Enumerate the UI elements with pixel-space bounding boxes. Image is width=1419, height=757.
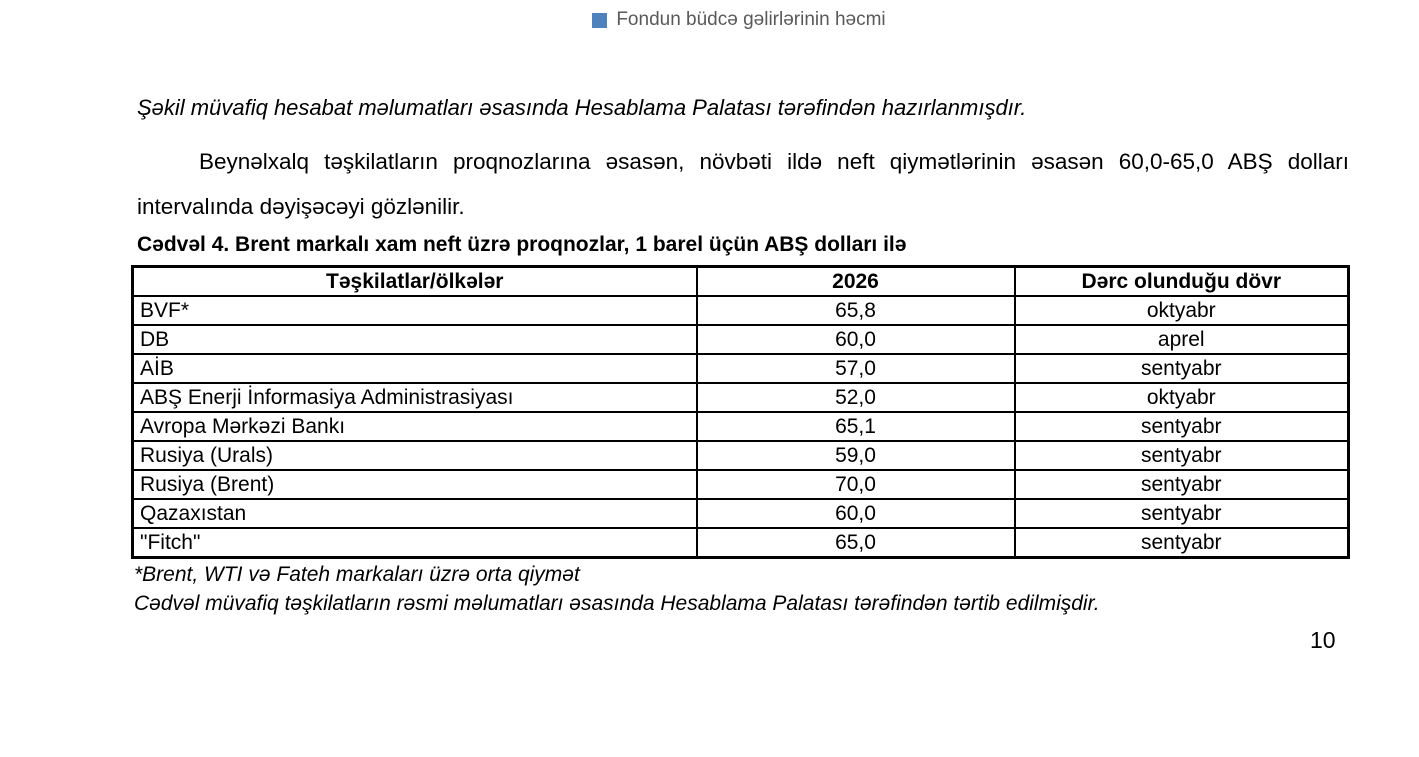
period-cell: sentyabr [1015,499,1349,528]
period-cell: sentyabr [1015,441,1349,470]
org-cell: Avropa Mərkəzi Bankı [133,412,697,441]
org-cell: AİB [133,354,697,383]
table-row [133,499,1349,528]
org-cell: BVF* [133,296,697,325]
body-paragraph: Beynəlxalq təşkilatların proqnozlarına əsasən, növbəti ildə neft qiymətlərinin əsasən 60,0-65,0 ABŞ dolları intervalında dəyişəcəyi gözlənilir. [137,149,1349,219]
header-period: Dərc olunduğu dövr [1015,267,1349,297]
org-cell: DB [133,325,697,354]
table-footnote-asterisk: *Brent, WTI və Fateh markaları üzrə orta qiymət [134,563,580,586]
org-cell: ABŞ Enerji İnformasiya Administrasiyası [133,383,697,412]
value-cell: 65,0 [697,528,1015,558]
value-cell: 60,0 [697,325,1015,354]
value-cell: 52,0 [697,383,1015,412]
value-cell: 57,0 [697,354,1015,383]
org-cell: Qazaxıstan [133,499,697,528]
table-title: Cədvəl 4. Brent markalı xam neft üzrə proqnozlar, 1 barel üçün ABŞ dolları ilə [137,233,907,256]
period-cell: sentyabr [1015,528,1349,558]
table-row [133,383,1349,412]
table-source-note: Cədvəl müvafiq təşkilatların rəsmi məlumatları əsasında Hesablama Palatası tərəfindən tərtib edilmişdir. [134,592,1100,615]
table-row [133,325,1349,354]
period-cell: sentyabr [1015,470,1349,499]
table-row [133,441,1349,470]
period-cell: oktyabr [1015,383,1349,412]
table-row [133,412,1349,441]
chart-legend [131,9,1347,31]
legend-label: Fondun büdcə gəlirlərinin həcmi [616,9,886,30]
header-year: 2026 [697,267,1015,297]
table-header-row [133,267,1349,297]
table-row [133,470,1349,499]
table-row [133,296,1349,325]
table-row [133,528,1349,558]
period-cell: sentyabr [1015,354,1349,383]
value-cell: 60,0 [697,499,1015,528]
value-cell: 59,0 [697,441,1015,470]
figure-source-note: Şəkil müvafiq hesabat məlumatları əsasında Hesablama Palatası tərəfindən hazırlanmışdır. [137,95,1027,120]
page-number: 10 [1310,627,1336,653]
value-cell: 65,1 [697,412,1015,441]
legend-swatch-icon [592,13,607,28]
period-cell: sentyabr [1015,412,1349,441]
forecast-table [131,265,1350,559]
org-cell: Rusiya (Urals) [133,441,697,470]
period-cell: aprel [1015,325,1349,354]
org-cell: "Fitch" [133,528,697,558]
period-cell: oktyabr [1015,296,1349,325]
table-row [133,354,1349,383]
header-organizations: Təşkilatlar/ölkələr [133,267,697,297]
org-cell: Rusiya (Brent) [133,470,697,499]
value-cell: 70,0 [697,470,1015,499]
value-cell: 65,8 [697,296,1015,325]
